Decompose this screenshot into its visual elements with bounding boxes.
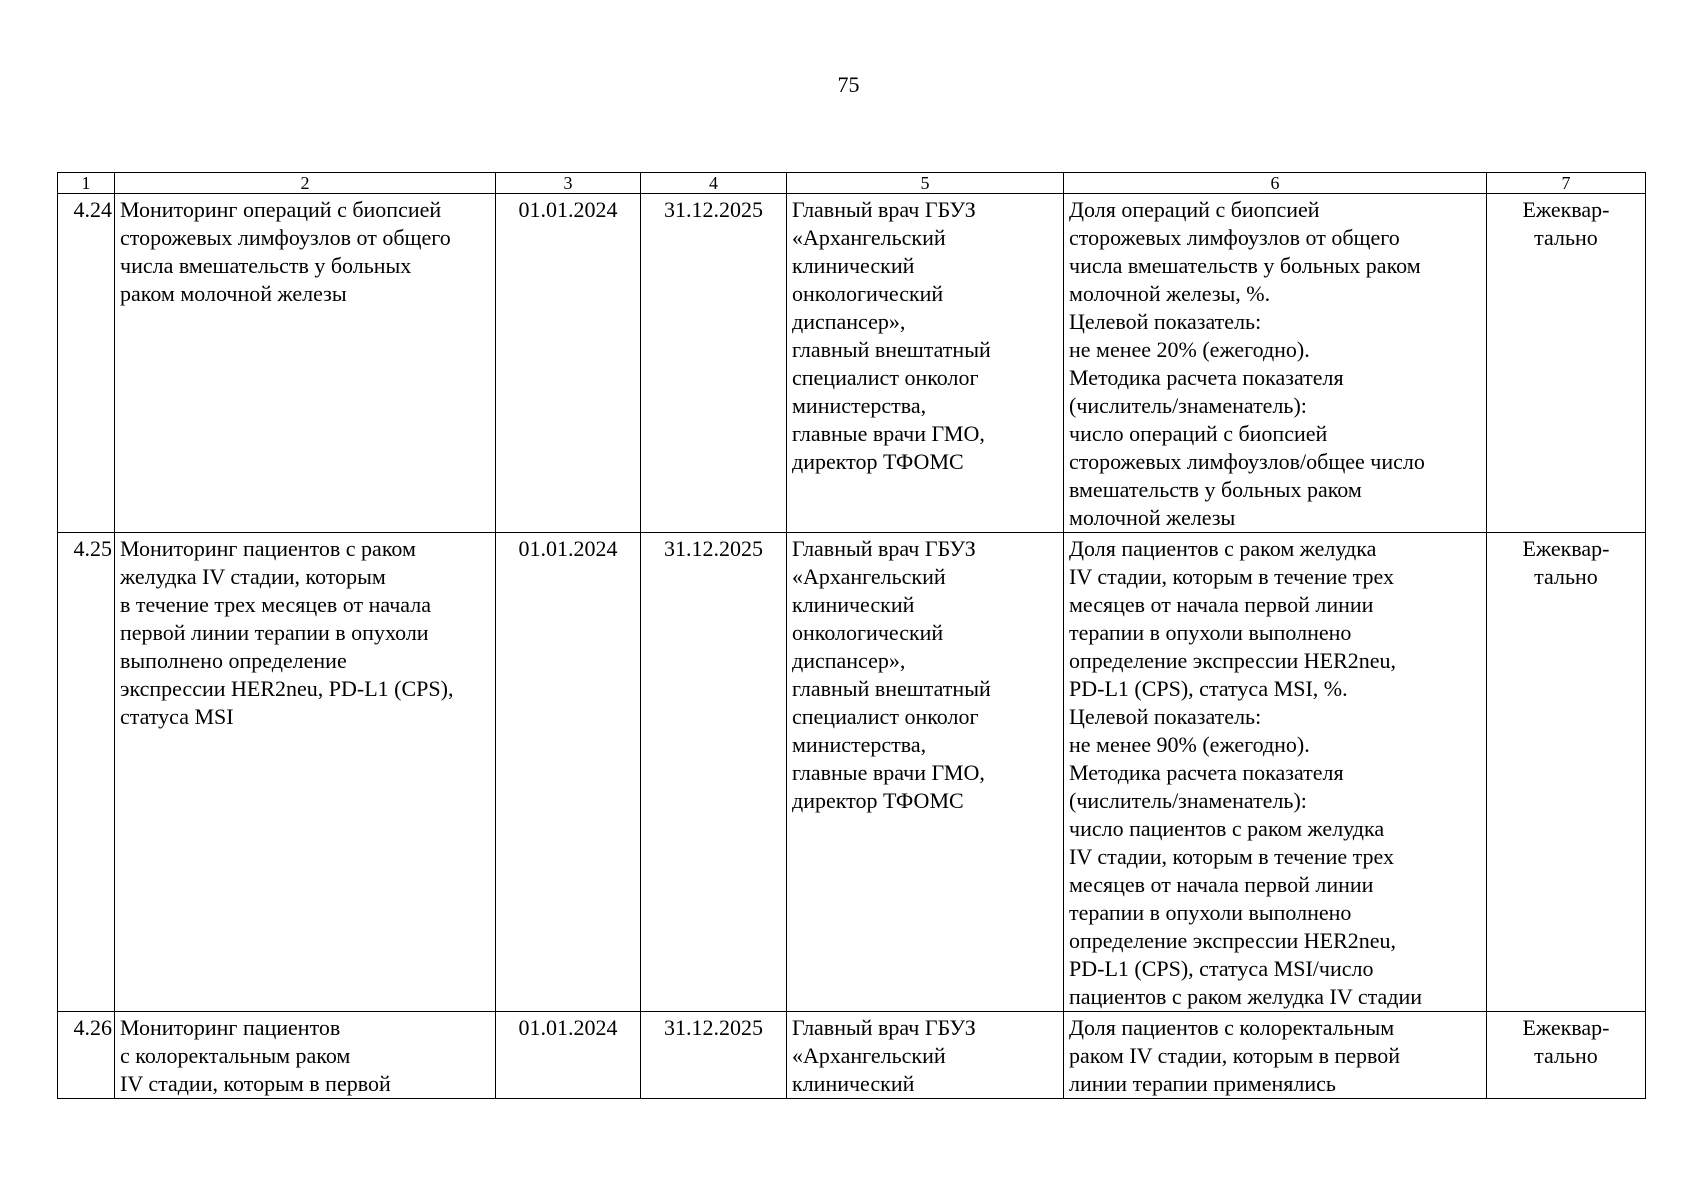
row-number-cell: 4.25 <box>58 533 115 1012</box>
measure-cell <box>115 1012 496 1099</box>
text-line: число операций с биопсией <box>1069 421 1328 446</box>
text-line: Доля операций с биопсией <box>1069 197 1320 222</box>
text-line: терапии в опухоли выполнено <box>1069 620 1352 645</box>
text-line: Мониторинг пациентов с раком <box>120 536 416 561</box>
text-line: определение экспрессии HER2neu, <box>1069 928 1397 953</box>
text-line: числа вмешательств у больных раком <box>1069 253 1421 278</box>
text-line: выполнено определение <box>120 648 347 673</box>
start-date-cell: 01.01.2024 <box>496 1012 641 1099</box>
text-line: терапии в опухоли выполнено <box>1069 900 1352 925</box>
text-line: онкологический <box>792 281 944 306</box>
text-line: главные врачи ГМО, <box>792 421 985 446</box>
text-line: Ежеквар- <box>1522 1015 1610 1040</box>
text-line: экспрессии HER2neu, PD-L1 (CPS), <box>120 676 454 701</box>
end-date-cell: 31.12.2025 <box>641 533 787 1012</box>
text-line: Целевой показатель: <box>1069 704 1262 729</box>
column-number: 7 <box>1487 173 1646 194</box>
text-line: Методика расчета показателя <box>1069 365 1344 390</box>
text-line: Ежеквар- <box>1522 197 1610 222</box>
text-line: (числитель/знаменатель): <box>1069 788 1307 813</box>
text-line: в течение трех месяцев от начала <box>120 592 432 617</box>
text-line: клинический <box>792 592 915 617</box>
measure-cell <box>115 533 496 1012</box>
responsible-cell <box>787 1012 1064 1099</box>
text-line: клинический <box>792 253 915 278</box>
column-number: 1 <box>58 173 115 194</box>
text-line: линии терапии применялись <box>1069 1071 1336 1096</box>
period-cell <box>1487 194 1646 533</box>
row-number-cell: 4.26 <box>58 1012 115 1099</box>
text-line: клинический <box>792 1071 915 1096</box>
column-number: 2 <box>115 173 496 194</box>
table-row <box>58 1012 1646 1099</box>
indicator-cell <box>1064 194 1487 533</box>
text-line: определение экспрессии HER2neu, <box>1069 648 1397 673</box>
text-line: молочной железы, %. <box>1069 281 1271 306</box>
column-number: 3 <box>496 173 641 194</box>
text-line: директор ТФОМС <box>792 449 964 474</box>
text-line: тально <box>1534 225 1598 250</box>
text-line: молочной железы <box>1069 505 1236 530</box>
page-number: 75 <box>837 72 860 97</box>
start-date-cell: 01.01.2024 <box>496 533 641 1012</box>
text-line: диспансер», <box>792 648 906 673</box>
text-line: министерства, <box>792 393 927 418</box>
start-date-cell: 01.01.2024 <box>496 194 641 533</box>
text-line: первой линии терапии в опухоли <box>120 620 429 645</box>
text-line: Мониторинг пациентов <box>120 1015 341 1040</box>
text-line: (числитель/знаменатель): <box>1069 393 1307 418</box>
text-line: «Архангельский <box>792 564 946 589</box>
measure-cell <box>115 194 496 533</box>
indicator-cell <box>1064 1012 1487 1099</box>
responsible-cell <box>787 194 1064 533</box>
text-line: диспансер», <box>792 309 906 334</box>
column-number: 5 <box>787 173 1064 194</box>
period-cell <box>1487 533 1646 1012</box>
text-line: Целевой показатель: <box>1069 309 1262 334</box>
text-line: Главный врач ГБУЗ <box>792 1015 976 1040</box>
text-line: Методика расчета показателя <box>1069 760 1344 785</box>
text-line: Доля пациентов с колоректальным <box>1069 1015 1395 1040</box>
text-line: PD-L1 (CPS), статуса MSI/число <box>1069 956 1374 981</box>
text-line: главный внештатный <box>792 676 991 701</box>
table-row <box>58 533 1646 1012</box>
text-line: специалист онколог <box>792 365 979 390</box>
text-line: Главный врач ГБУЗ <box>792 197 976 222</box>
text-line: Доля пациентов с раком желудка <box>1069 536 1377 561</box>
text-line: раком молочной железы <box>120 281 347 306</box>
row-number-cell: 4.24 <box>58 194 115 533</box>
text-line: специалист онколог <box>792 704 979 729</box>
text-line: раком IV стадии, которым в первой <box>1069 1043 1401 1068</box>
text-line: Ежеквар- <box>1522 536 1610 561</box>
text-line: главный внештатный <box>792 337 991 362</box>
table-row <box>58 194 1646 533</box>
text-line: месяцев от начала первой линии <box>1069 872 1374 897</box>
text-line: сторожевых лимфоузлов от общего <box>1069 225 1400 250</box>
text-line: статуса MSI <box>120 704 234 729</box>
text-line: сторожевых лимфоузлов от общего <box>120 225 451 250</box>
column-number-row <box>58 173 1646 194</box>
column-number: 6 <box>1064 173 1487 194</box>
text-line: онкологический <box>792 620 944 645</box>
text-line: министерства, <box>792 732 927 757</box>
end-date-cell: 31.12.2025 <box>641 194 787 533</box>
text-line: числа вмешательств у больных <box>120 253 412 278</box>
period-cell <box>1487 1012 1646 1099</box>
column-number: 4 <box>641 173 787 194</box>
indicator-cell <box>1064 533 1487 1012</box>
text-line: PD-L1 (CPS), статуса MSI, %. <box>1069 676 1348 701</box>
text-line: Главный врач ГБУЗ <box>792 536 976 561</box>
text-line: IV стадии, которым в первой <box>120 1071 391 1096</box>
text-line: «Архангельский <box>792 1043 946 1068</box>
text-line: директор ТФОМС <box>792 788 964 813</box>
text-line: число пациентов с раком желудка <box>1069 816 1385 841</box>
text-line: месяцев от начала первой линии <box>1069 592 1374 617</box>
text-line: желудка IV стадии, которым <box>120 564 386 589</box>
text-line: IV стадии, которым в течение трех <box>1069 844 1394 869</box>
text-line: с колоректальным раком <box>120 1043 351 1068</box>
text-line: Мониторинг операций с биопсией <box>120 197 442 222</box>
text-line: «Архангельский <box>792 225 946 250</box>
text-line: пациентов с раком желудка IV стадии <box>1069 984 1422 1009</box>
text-line: тально <box>1534 564 1598 589</box>
text-line: IV стадии, которым в течение трех <box>1069 564 1394 589</box>
text-line: не менее 90% (ежегодно). <box>1069 732 1310 757</box>
text-line: главные врачи ГМО, <box>792 760 985 785</box>
measures-table <box>57 172 1646 1099</box>
text-line: вмешательств у больных раком <box>1069 477 1362 502</box>
end-date-cell: 31.12.2025 <box>641 1012 787 1099</box>
text-line: сторожевых лимфоузлов/общее число <box>1069 449 1425 474</box>
text-line: не менее 20% (ежегодно). <box>1069 337 1310 362</box>
responsible-cell <box>787 533 1064 1012</box>
text-line: тально <box>1534 1043 1598 1068</box>
